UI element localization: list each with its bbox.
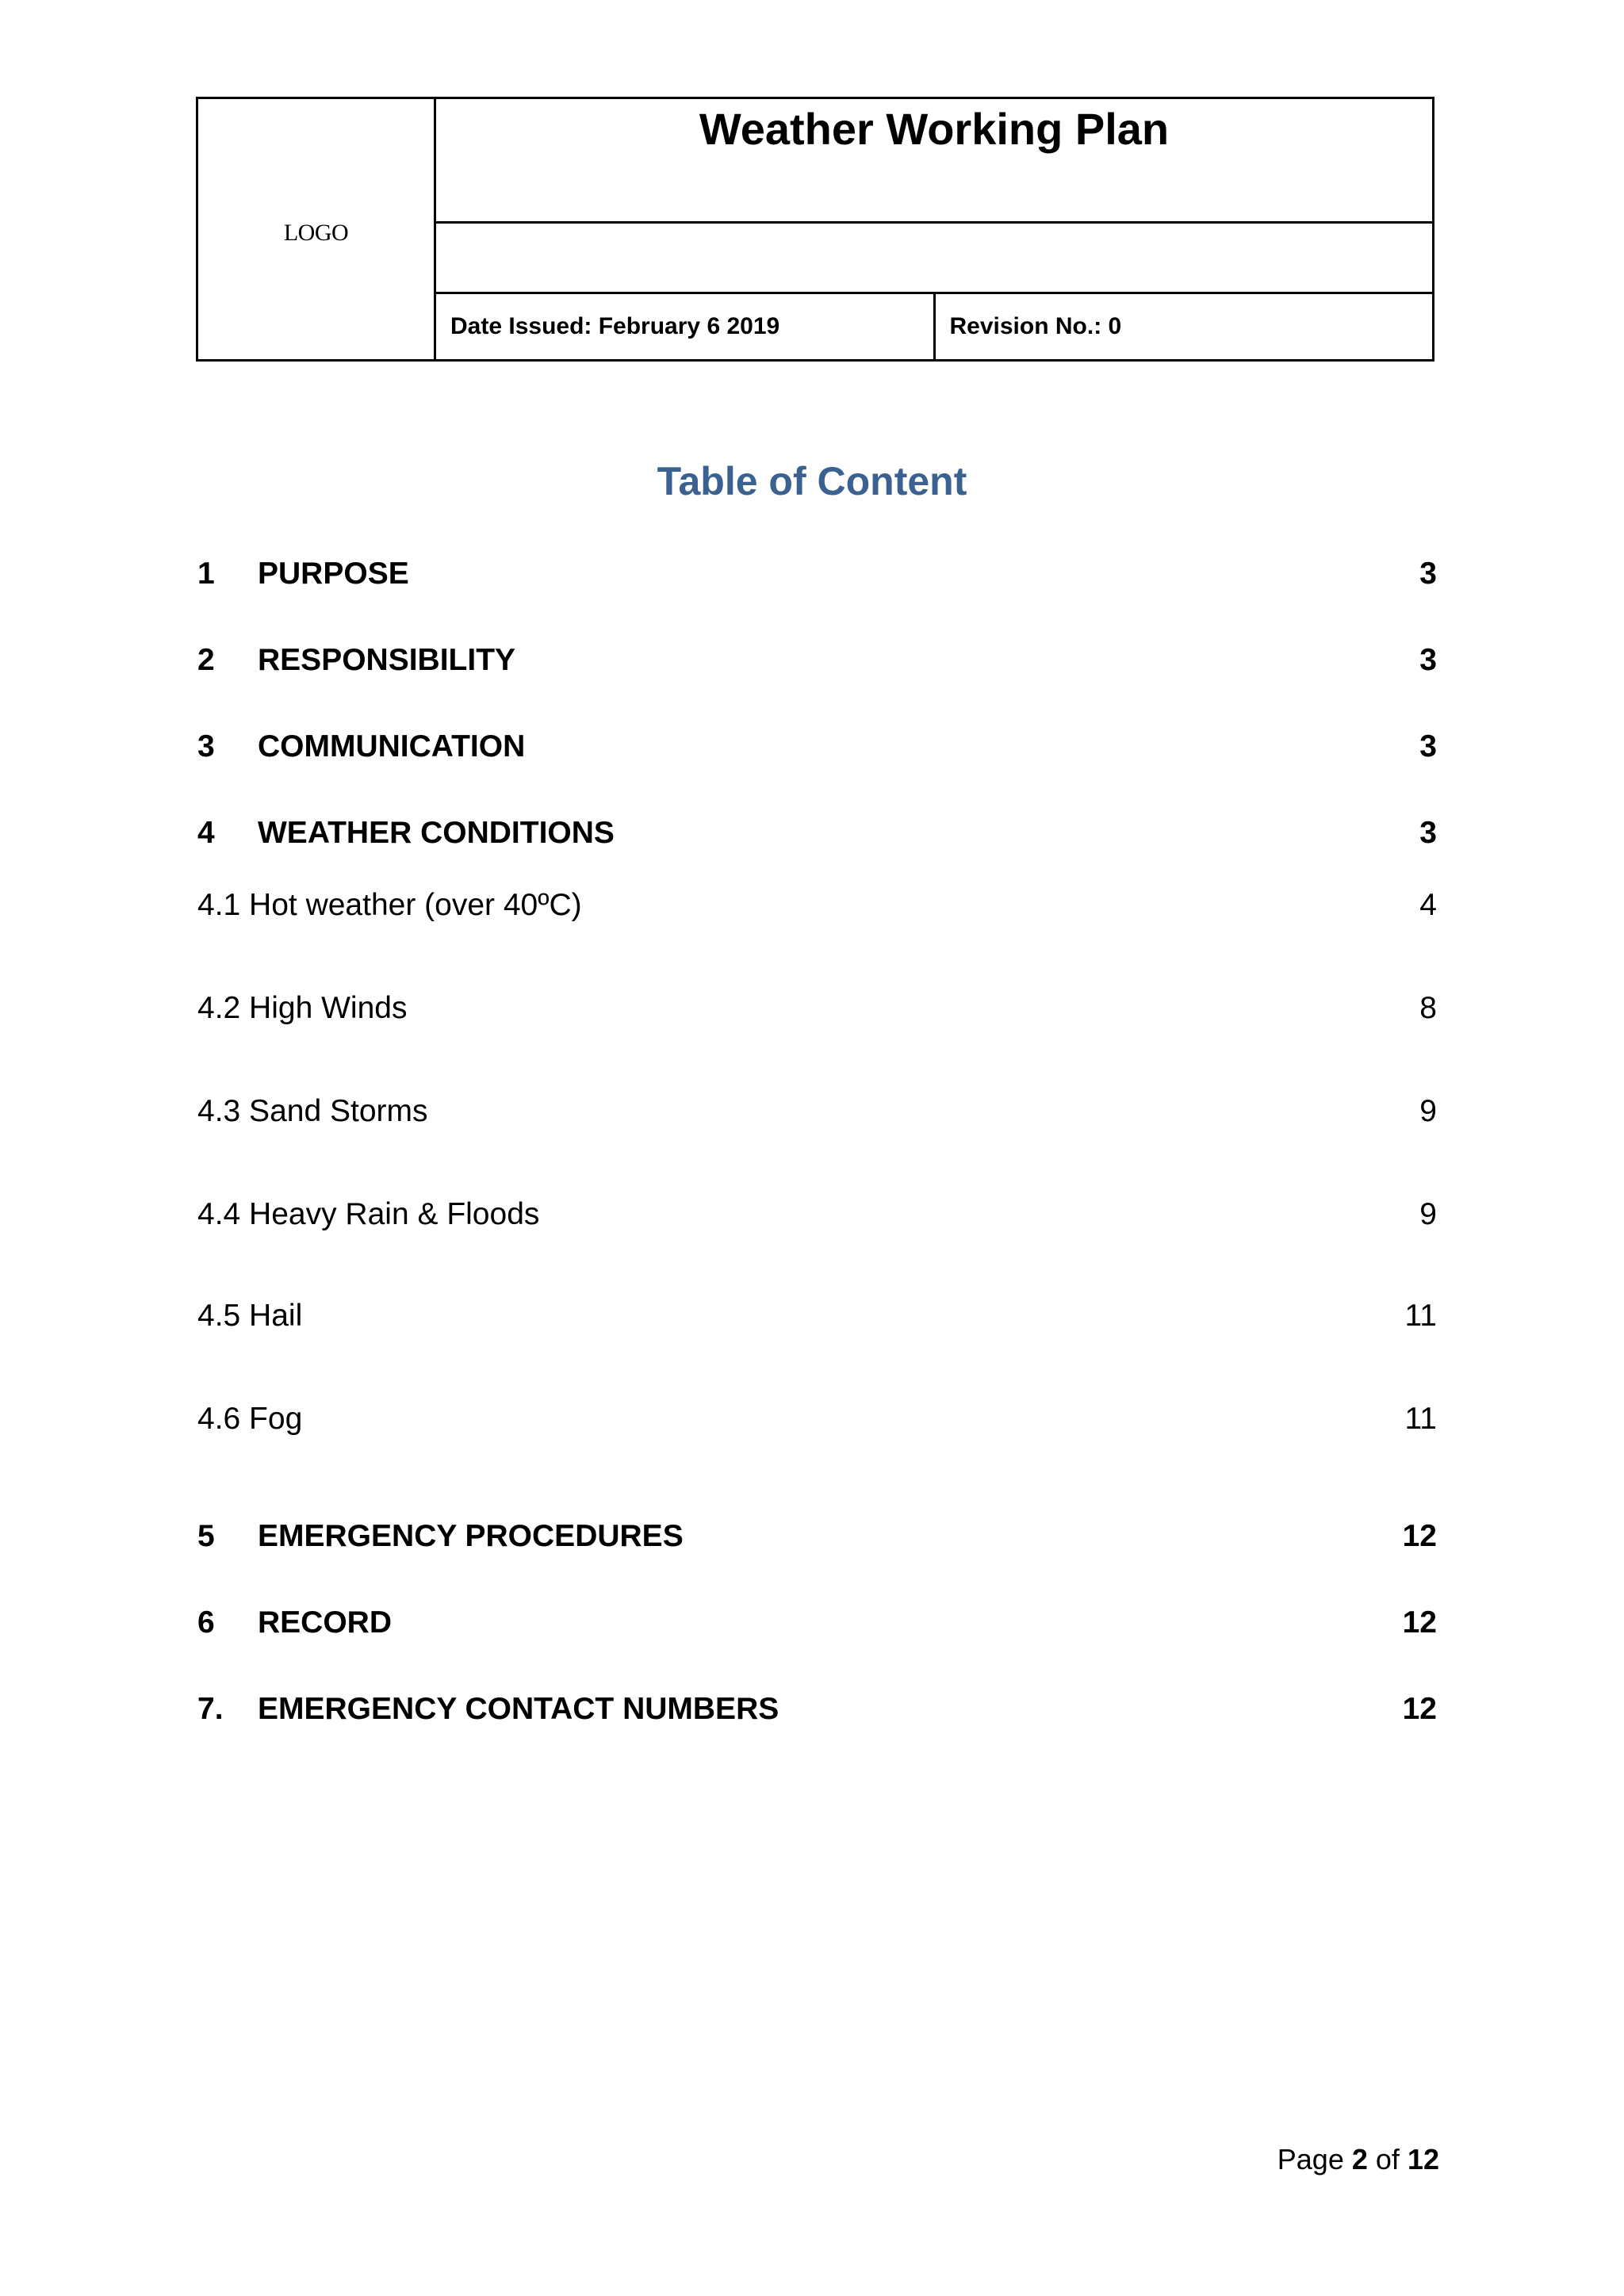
- document-title-cell: [435, 98, 1434, 223]
- toc-entry-label: COMMUNICATION: [258, 729, 526, 763]
- toc-entry-number: 5: [197, 1519, 215, 1553]
- toc-entry-emergency-contact-numbers[interactable]: [197, 1690, 1437, 1728]
- toc-entry-label: PURPOSE: [258, 557, 409, 591]
- toc-entry-label: RECORD: [258, 1605, 393, 1640]
- toc-entry-responsibility[interactable]: [197, 641, 1437, 679]
- blank-header-cell: [435, 223, 1434, 293]
- toc-entry-record[interactable]: [197, 1604, 1437, 1642]
- toc-entry-high-winds[interactable]: [197, 989, 1437, 1027]
- toc-entry-purpose[interactable]: [197, 555, 1437, 593]
- toc-entry-page: 4: [1419, 888, 1437, 922]
- toc-entry-page: 11: [1404, 1299, 1437, 1333]
- toc-entry-page: 3: [1419, 729, 1437, 763]
- toc-entry-page: 3: [1419, 557, 1437, 591]
- toc-entry-communication[interactable]: [197, 728, 1437, 766]
- toc-entry-page: 12: [1402, 1692, 1437, 1726]
- toc-entry-sand-storms[interactable]: [197, 1093, 1437, 1131]
- document-title: Weather Working Plan: [699, 104, 1170, 154]
- page-footer: [1277, 2143, 1439, 2176]
- toc-entry-fog[interactable]: [197, 1400, 1437, 1438]
- toc-entry-label: 4.1 Hot weather (over 40ºC): [197, 888, 582, 922]
- toc-entry-page: 12: [1402, 1519, 1437, 1553]
- toc-entry-page: 3: [1419, 643, 1437, 677]
- toc-entry-number: 4: [197, 816, 215, 850]
- toc-entry-page: 12: [1402, 1605, 1437, 1640]
- document-header-table: [196, 97, 1434, 362]
- toc-title: Table of Content: [657, 459, 967, 503]
- toc-entry-label: 4.2 High Winds: [197, 991, 408, 1025]
- footer-page-word: Page: [1277, 2143, 1344, 2175]
- toc-entry-label: RESPONSIBILITY: [258, 643, 516, 677]
- logo-placeholder: LOGO: [197, 98, 435, 361]
- date-issued: Date Issued: February 6 2019: [435, 293, 935, 361]
- toc-entry-label: 4.5 Hail: [197, 1299, 303, 1333]
- footer-total-pages: 12: [1407, 2143, 1439, 2175]
- toc-entry-emergency-procedures[interactable]: [197, 1517, 1437, 1556]
- toc-entry-number: 2: [197, 643, 215, 677]
- toc-entry-label: 4.6 Fog: [197, 1402, 303, 1436]
- toc-entry-label: EMERGENCY CONTACT NUMBERS: [258, 1692, 779, 1726]
- footer-current-page: 2: [1351, 2143, 1368, 2175]
- toc-entry-label: WEATHER CONDITIONS: [258, 816, 615, 850]
- footer-of-word: of: [1375, 2143, 1400, 2175]
- toc-entry-label: 4.4 Heavy Rain & Floods: [197, 1197, 540, 1231]
- toc-entry-label: EMERGENCY PROCEDURES: [258, 1519, 684, 1553]
- toc-entry-number: 3: [197, 729, 215, 763]
- toc-entry-hail[interactable]: [197, 1297, 1437, 1335]
- toc-entry-label: 4.3 Sand Storms: [197, 1094, 428, 1128]
- toc-entry-page: 3: [1419, 816, 1437, 850]
- toc-entry-number: 6: [197, 1605, 215, 1640]
- toc-entry-number: 7.: [197, 1692, 224, 1726]
- revision-number: Revision No.: 0: [934, 293, 1434, 361]
- toc-entry-weather-conditions[interactable]: [197, 814, 1437, 852]
- toc-entry-page: 8: [1419, 991, 1437, 1025]
- toc-entry-hot-weather[interactable]: [197, 886, 1437, 924]
- toc-entry-page: 9: [1419, 1094, 1437, 1128]
- toc-entry-number: 1: [197, 557, 215, 591]
- toc-entry-heavy-rain-floods[interactable]: [197, 1196, 1437, 1234]
- toc-entry-page: 9: [1419, 1197, 1437, 1231]
- toc-entry-page: 11: [1404, 1402, 1437, 1436]
